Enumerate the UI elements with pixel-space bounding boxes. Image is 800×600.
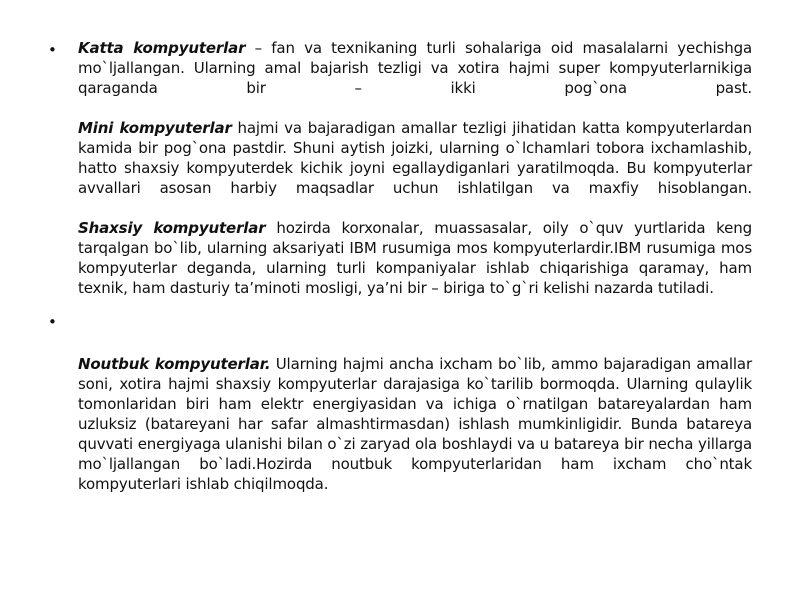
term-shaxsiy: Shaxsiy kompyuterlar: [78, 219, 266, 237]
text-noutbuk: Ularning hajmi ancha ixcham bo`lib, ammo bajaradigan amallar soni, xotira hajmi shaxsiy kompyuterlar darajasiga ko`tarilib bormoqda. Ularning qulaylik tomonlaridan biri ham elektr energiyasidan va ichiga o`rnatilgan batareyalardan ham uzluksiz (batareyani har safar almashtirmasdan) ishlash mumkinligidir. Bunda batareya quvvati energiyaga ulanishi bilan o`zi zaryad ola boshlaydi va u batareya bir necha yillarga mo`ljallangan bo`ladi.Hozirda noutbuk kompyuterlaridan ham ixcham cho`ntak kompyuterlari ishlab chiqilmoqda.: [78, 355, 752, 493]
text-mini: hajmi va bajaradigan amallar tezligi jihatidan katta kompyuterlardan kamida bir pog`ona pastdir. Shuni aytish joizki, ularning o`lchamlari tobora ixchamlashib, hatto shaxsiy kompyuterdek kichik joyni egallaydiganlari yaratilmoqda. Bu kompyuterlar avvallari asosan harbiy maqsadlar uchun ishlatilgan va maxfiy hisoblangan.: [78, 119, 752, 197]
bullet-list: [0, 38, 800, 494]
bullet-dot-icon: •: [48, 313, 57, 331]
bullet-dot-icon: •: [48, 41, 57, 59]
text-katta: – fan va texnikaning turli sohalariga oid masalalarni yechishga mo`ljallangan. Ularning amal bajarish tezligi va xotira hajmi super kompyuterlarnikiga qaraganda bir – ikki pog`ona past.: [78, 39, 752, 97]
paragraph-shaxsiy: [78, 218, 752, 298]
text-shaxsiy: hozirda korxonalar, muassasalar, oily o`quv yurtlarida keng tarqalgan bo`lib, ularning aksariyati IBM rusumiga mos kompyuterlardir.IBM rusumiga mos kompyuterlar deganda, ularning turli kompaniyalar ishlab chiqarishiga qaramay, ham texnik, ham dasturiy ta’minoti mosligi, ya’ni bir – biriga to`g`ri kelishi nazarda tutiladi.: [78, 219, 752, 297]
paragraph-katta: [78, 38, 752, 98]
bullet-item-noutbuk-text: [0, 330, 752, 494]
term-katta: Katta kompyuterlar: [78, 39, 246, 57]
paragraph-noutbuk: [78, 354, 752, 494]
bullet-item-noutbuk: [0, 310, 752, 330]
term-noutbuk: Noutbuk kompyuterlar.: [78, 355, 271, 373]
bullet-item-computer-types: [0, 38, 752, 298]
spacer: [78, 330, 752, 354]
term-mini: Mini kompyuterlar: [78, 119, 232, 137]
paragraph-mini: [78, 118, 752, 198]
